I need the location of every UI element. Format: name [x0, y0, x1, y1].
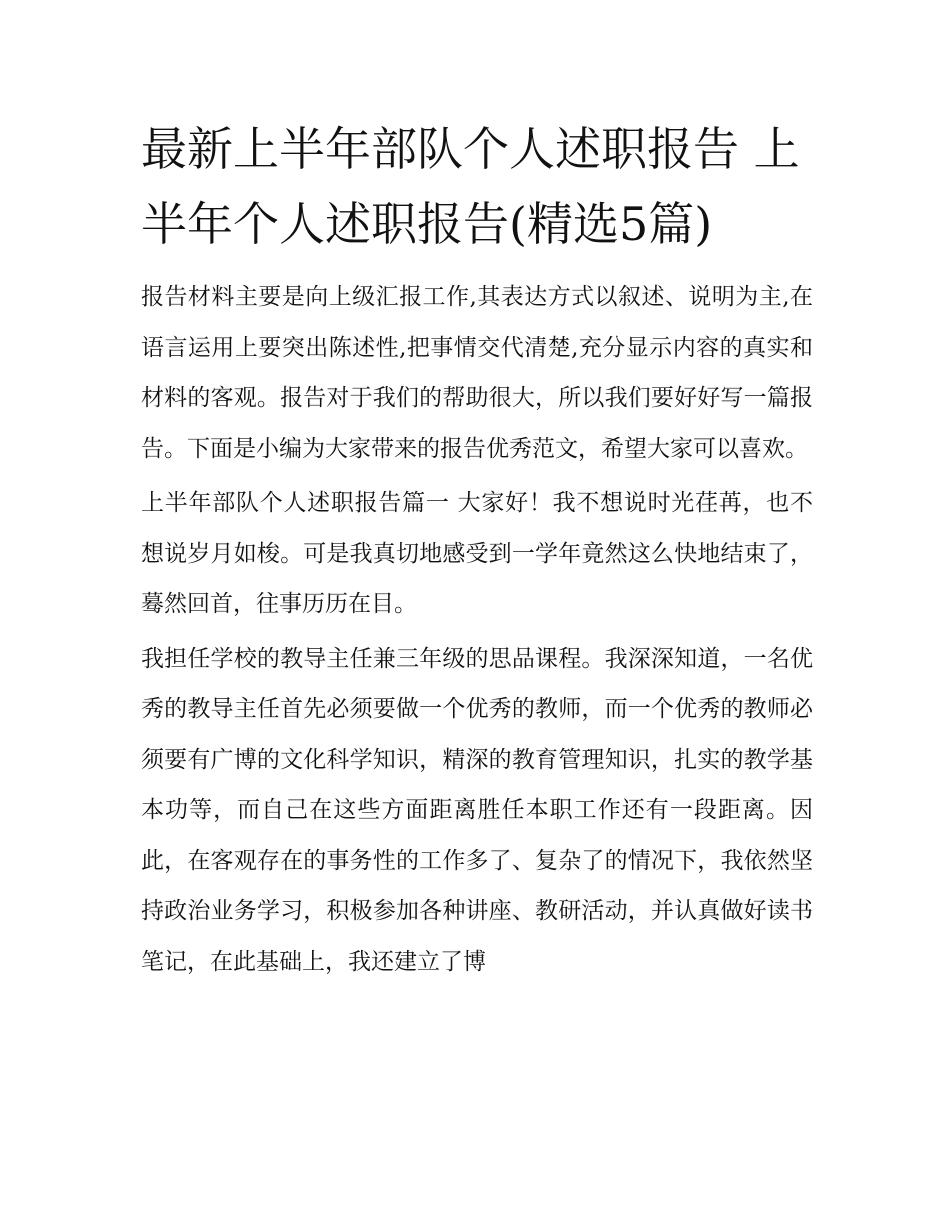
- paragraph-greeting: 上半年部队个人述职报告篇一 大家好！我不想说时光荏苒，也不想说岁月如梭。可是我真切地感受到一学年竟然这么快地结束了，蓦然回首，往事历历在目。: [141, 490, 813, 617]
- paragraph-duties: 我担任学校的教导主任兼三年级的思品课程。我深深知道，一名优秀的教导主任首先必须要做一个优秀的教师，而一个优秀的教师必须要有广博的文化科学知识，精深的教育管理知识，扎实的教学基本功等，而自己在这些方面距离胜任本职工作还有一段距离。因此，在客观存在的事务性的工作多了、复杂了的情况下，我依然坚持政治业务学习，积极参加各种讲座、教研活动，并认真做好读书笔记，在此基础上，我还建立了博: [141, 645, 813, 975]
- document-body: [141, 112, 813, 991]
- paragraph-intro: 报告材料主要是向上级汇报工作,其表达方式以叙述、说明为主,在语言运用上要突出陈述性,把事情交代清楚,充分显示内容的真实和材料的客观。报告对于我们的帮助很大，所以我们要好好写一篇报告。下面是小编为大家带来的报告优秀范文，希望大家可以喜欢。: [141, 284, 813, 462]
- document-title: 最新上半年部队个人述职报告 上半年个人述职报告(精选5篇): [141, 122, 800, 251]
